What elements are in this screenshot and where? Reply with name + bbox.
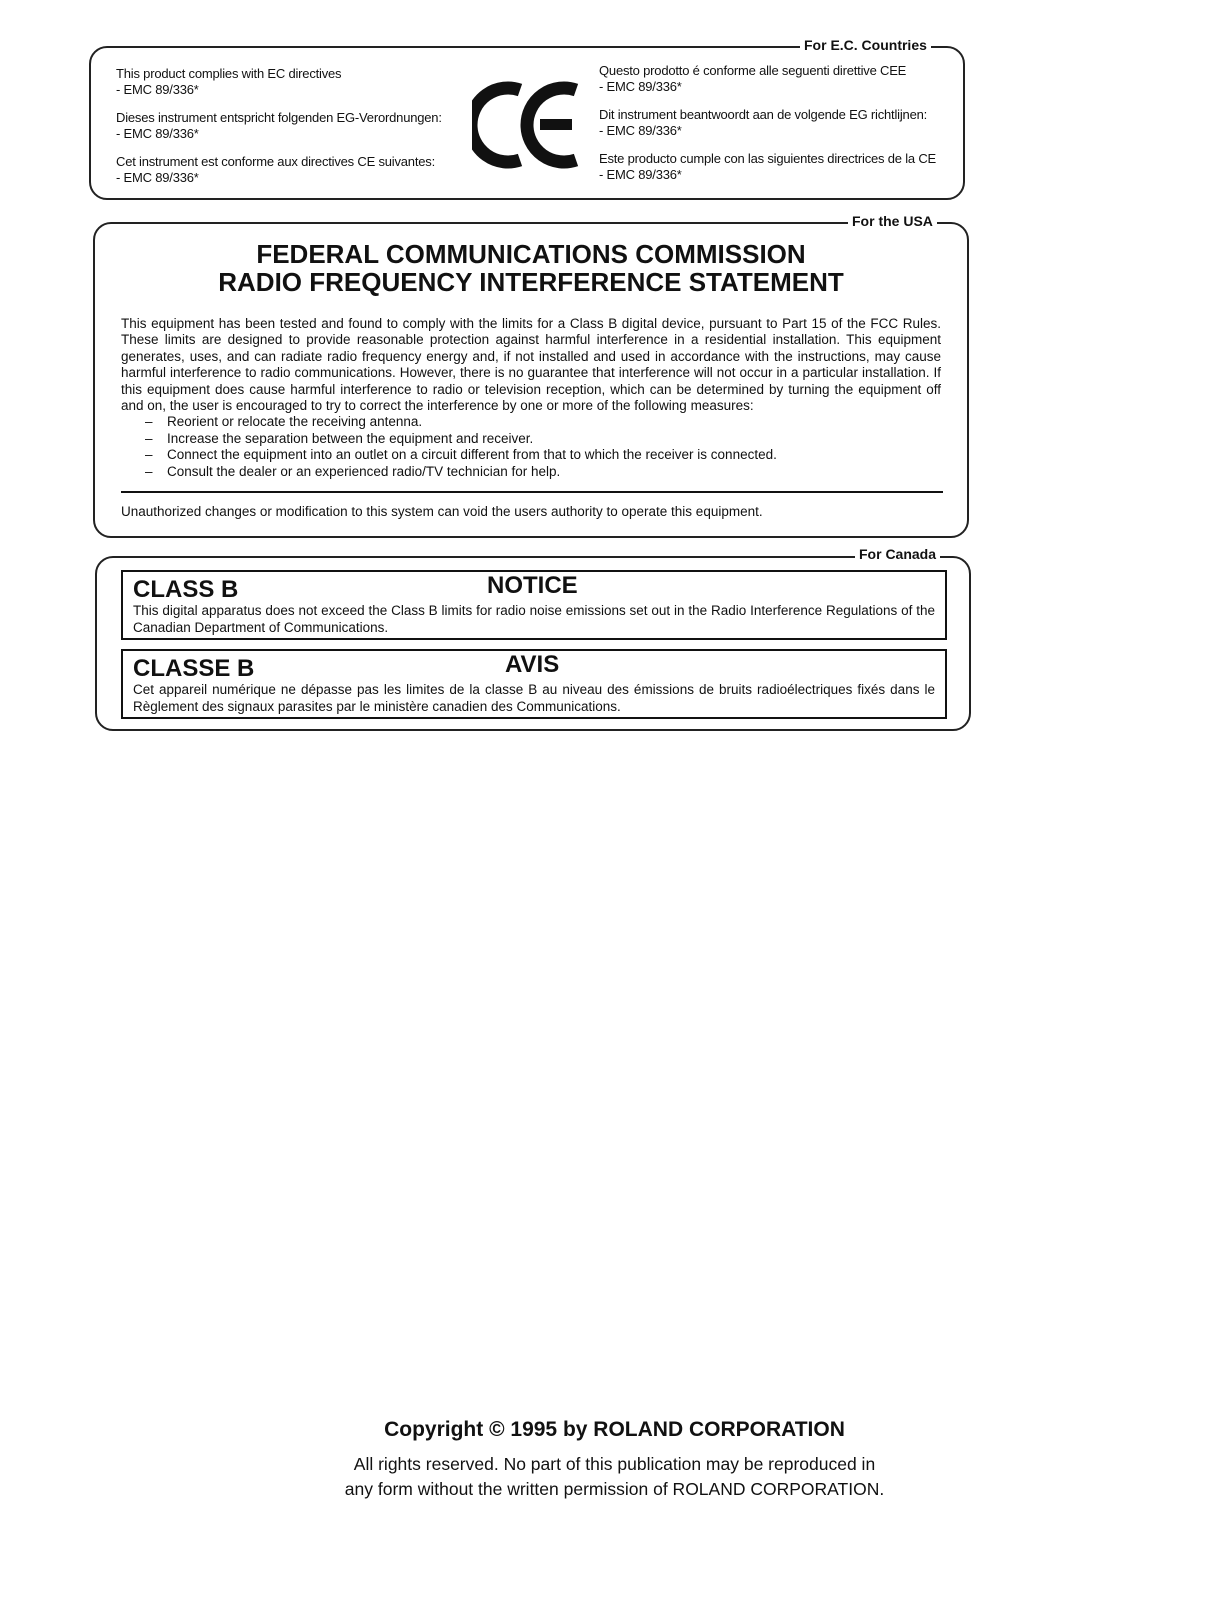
fcc-measures-list: [121, 414, 941, 480]
ec-statement: This product complies with EC directives - EMC 89/336*: [116, 66, 342, 97]
ec-statement: Cet instrument est conforme aux directives CE suivantes: - EMC 89/336*: [116, 154, 435, 185]
divider: [121, 491, 943, 493]
notice-heading: NOTICE: [487, 572, 578, 599]
fcc-box: [93, 222, 969, 538]
fcc-paragraph: This equipment has been tested and found to comply with the limits for a Class B digital device, pursuant to Part 15 of the FCC Rules. These limits are designed to provide reasonable protection against harmful interference in a residential installation. This equipment generates, uses, and can radiate radio frequency energy and, if not installed and used in accordance with the instructions, may cause harmful interference to radio communications. However, there is no guarantee that interference will not occur in a particular installation. If this equipment does cause harmful interference to radio or television reception, which can be determined by turning the equipment off and on, the user is encouraged to try to correct the interference by one or more of the following measures:: [121, 316, 941, 414]
usa-tag: For the USA: [848, 213, 937, 229]
fcc-title-line1: FEDERAL COMMUNICATIONS COMMISSION: [256, 239, 806, 269]
list-item: – Connect the equipment into an outlet on a circuit different from that to which the receiver is connected.: [145, 447, 777, 463]
fcc-statement-body: [121, 316, 941, 480]
ec-statement: Dit instrument beantwoordt aan de volgende EG richtlijnen: - EMC 89/336*: [599, 107, 928, 138]
copyright-line-2: any form without the written permission of ROLAND CORPORATION.: [344, 1479, 885, 1499]
copyright-title: Copyright © 1995 by ROLAND CORPORATION: [384, 1418, 845, 1441]
classe-b-avis: [121, 649, 947, 719]
avis-heading: AVIS: [505, 651, 560, 678]
ec-right-column: [599, 63, 949, 195]
class-b-notice: [121, 570, 947, 640]
canada-tag: For Canada: [855, 546, 940, 562]
classe-b-heading: CLASSE B: [133, 655, 255, 682]
ec-statement: Questo prodotto é conforme alle seguenti direttive CEE - EMC 89/336*: [599, 63, 907, 94]
fcc-footer-note: Unauthorized changes or modification to this system can void the users authority to operate this equipment.: [121, 504, 763, 519]
ec-statement: Dieses instrument entspricht folgenden EG-Verordnungen: - EMC 89/336*: [116, 110, 442, 141]
canada-box: [95, 556, 971, 731]
ec-statement: Este producto cumple con las siguientes directrices de la CE - EMC 89/336*: [599, 151, 937, 182]
list-item: – Reorient or relocate the receiving antenna.: [145, 414, 423, 430]
ec-left-column: [116, 66, 466, 198]
avis-text: Cet appareil numérique ne dépasse pas les limites de la classe B au niveau des émissions de bruits radioélectriques fixés dans le Règlement des signaux parasites par le ministère canadien des Communications.: [133, 682, 935, 714]
ec-tag: For E.C. Countries: [800, 37, 931, 53]
notice-text: This digital apparatus does not exceed the Class B limits for radio noise emissions set out in the Radio Interference Regulations of the Canadian Department of Communications.: [133, 603, 935, 635]
list-item: – Consult the dealer or an experienced radio/TV technician for help.: [145, 463, 561, 479]
list-item: – Increase the separation between the equipment and receiver.: [145, 430, 534, 446]
copyright-notice: [0, 1452, 1229, 1502]
copyright-line-1: All rights reserved. No part of this publication may be reproduced in: [353, 1454, 876, 1474]
class-b-heading: CLASS B: [133, 576, 239, 603]
fcc-title-line2: RADIO FREQUENCY INTERFERENCE STATEMENT: [218, 267, 844, 297]
ce-mark-icon: [472, 80, 582, 170]
